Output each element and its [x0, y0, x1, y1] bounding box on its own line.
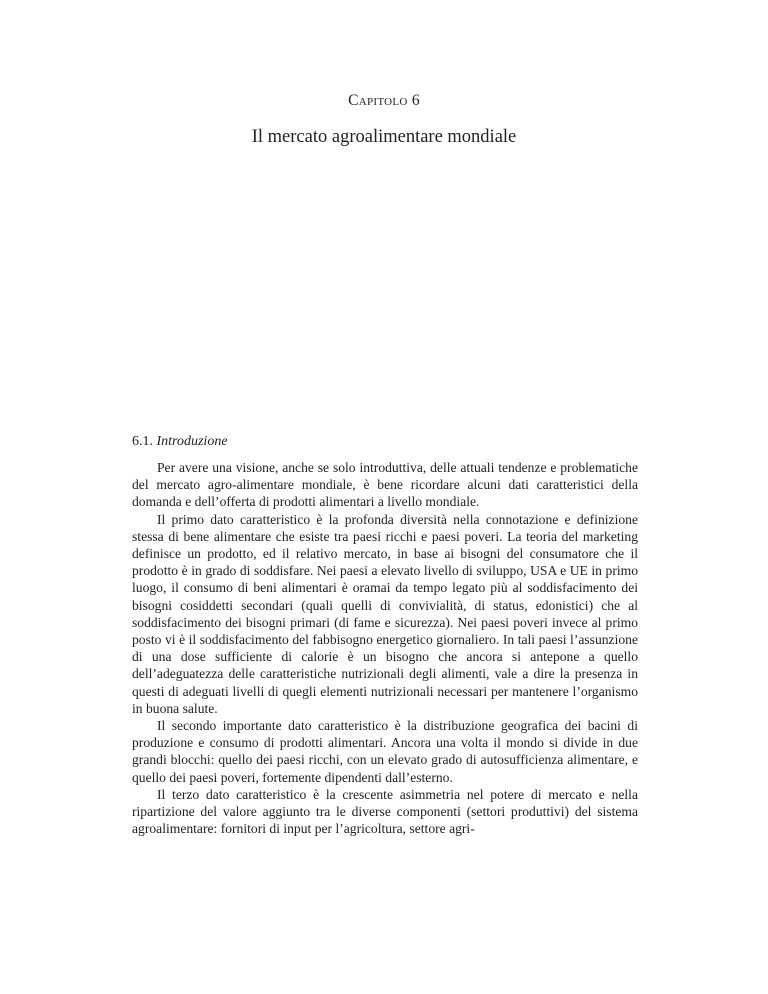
section-number: 6.1.	[132, 434, 153, 449]
section-title: Introduzione	[156, 434, 228, 449]
section-heading	[132, 434, 228, 450]
chapter-title: Il mercato agroalimentare mondiale	[251, 127, 517, 147]
chapter-label: Capitolo 6	[348, 92, 420, 109]
body-text	[132, 459, 638, 837]
paragraph: Il primo dato caratteristico è la profonda diversità nella connotazione e definizione stessa di bene alimentare che esiste tra paesi ricchi e paesi poveri. La teoria del marketing definisce un prodotto, ed il relativo mercato, in base ai bisogni del consumatore che il prodotto è in grado di soddisfare. Nei paesi a elevato livello di sviluppo, USA e UE in primo luogo, il consumo di beni alimentari è oramai da tempo legato più al soddisfacimento dei bisogni cosiddetti secondari (quali quelli di convivialità, di status, edonistici) che al soddisfacimento dei bisogni primari (di fame e sicurezza). Nei paesi poveri invece al primo posto vi è il soddisfacimento del fabbisogno energetico giornaliero. In tali paesi l’assunzione di una dose sufficiente di calorie è un bisogno che ancora si antepone a quello dell’adeguatezza delle caratteristiche nutrizionali degli alimenti, vale a dire la presenza in questi di adeguati livelli di quegli elementi nutrizionali necessari per mantenere l’organismo in buona salute.	[132, 511, 638, 716]
paragraph: Il terzo dato caratteristico è la crescente asimmetria nel potere di mercato e nella ripartizione del valore aggiunto tra le diverse componenti (settori produttivi) del sistema agroalimentare: fornitori di input per l’agricoltura, settore agri-	[132, 786, 638, 837]
paragraph: Per avere una visione, anche se solo introduttiva, delle attuali tendenze e problematiche del mercato agro-alimentare mondiale, è bene ricordare alcuni dati caratteristici della domanda e dell’offerta di prodotti alimentari a livello mondiale.	[132, 460, 638, 510]
paragraph: Il secondo importante dato caratteristico è la distribuzione geografica dei bacini di produzione e consumo di prodotti alimentari. Ancora una volta il mondo si divide in due grandi blocchi: quello dei paesi ricchi, con un elevato grado di autosufficienza alimentare, e quello dei paesi poveri, fortemente dipendenti dall’esterno.	[132, 718, 638, 785]
